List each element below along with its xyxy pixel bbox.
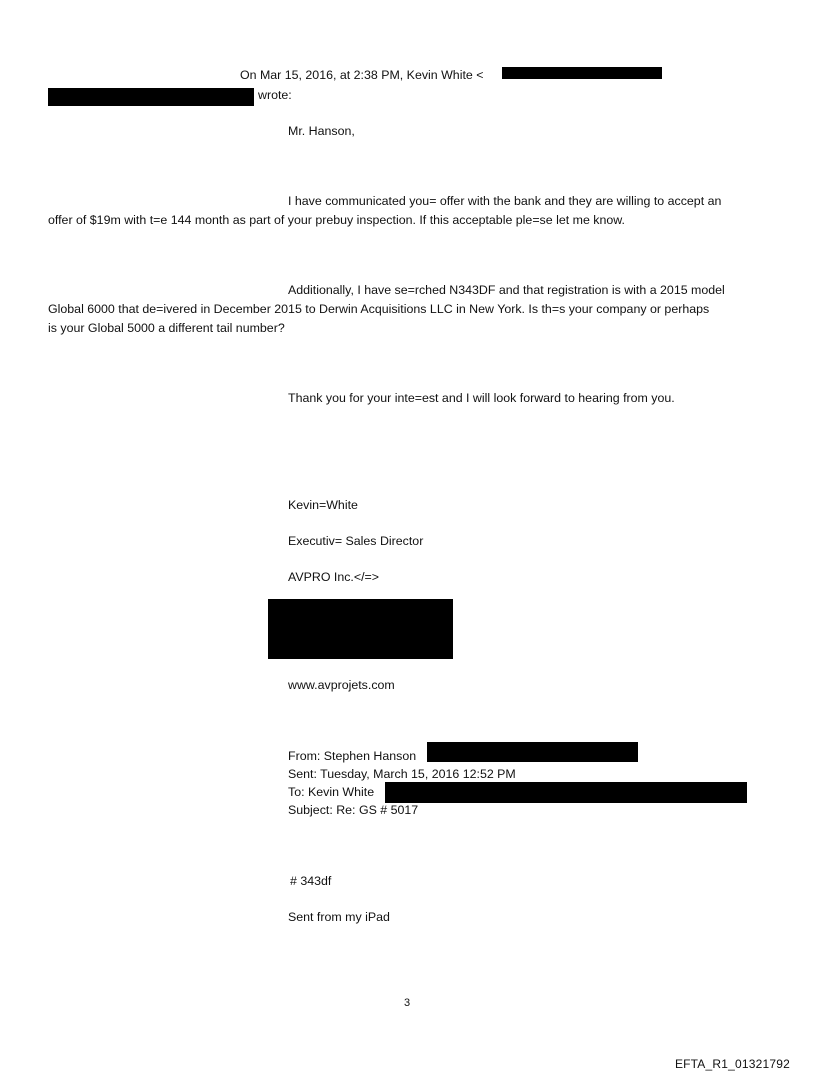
quoted-to: To: Kevin White	[288, 785, 375, 799]
paragraph-2-line-2: Global 6000 that de=ivered in December 2015 to Derwin Acquisitions LLC in New York. Is th=s your company or perhaps	[48, 302, 710, 316]
paragraph-1-line-2: offer of $19m with t=e 144 month as part of your prebuy inspection. If this acceptable ple=se let me know.	[48, 213, 625, 227]
signature-company: AVPRO Inc.</=>	[288, 570, 380, 584]
redaction-block	[385, 782, 747, 803]
document-id: EFTA_R1_01321792	[674, 1057, 790, 1071]
quoted-body-line-2: Sent from my iPad	[288, 910, 390, 924]
reply-header-line: On Mar 15, 2016, at 2:38 PM, Kevin White <	[240, 68, 484, 82]
redaction-block	[427, 742, 638, 762]
salutation: Mr. Hanson,	[288, 124, 355, 138]
redaction-block	[268, 599, 453, 659]
signature-website: www.avprojets.com	[288, 678, 395, 692]
paragraph-2-line-1: Additionally, I have se=rched N343DF and that registration is with a 2015 model	[288, 283, 725, 297]
signature-name: Kevin=White	[288, 498, 358, 512]
reply-header-wrote: wrote:	[258, 88, 292, 102]
quoted-from: From: Stephen Hanson	[288, 749, 417, 763]
redaction-block	[48, 88, 254, 106]
redaction-block	[502, 67, 662, 79]
quoted-sent: Sent: Tuesday, March 15, 2016 12:52 PM	[288, 767, 516, 781]
page-number: 3	[404, 997, 411, 1009]
paragraph-1-line-1: I have communicated you= offer with the bank and they are willing to accept an	[288, 194, 722, 208]
signature-title: Executiv= Sales Director	[288, 534, 424, 548]
quoted-body-line-1: # 343df	[290, 874, 332, 888]
paragraph-3: Thank you for your inte=est and I will look forward to hearing from you.	[288, 391, 675, 405]
paragraph-2-line-3: is your Global 5000 a different tail number?	[48, 321, 285, 335]
quoted-subject: Subject: Re: GS # 5017	[288, 803, 419, 817]
